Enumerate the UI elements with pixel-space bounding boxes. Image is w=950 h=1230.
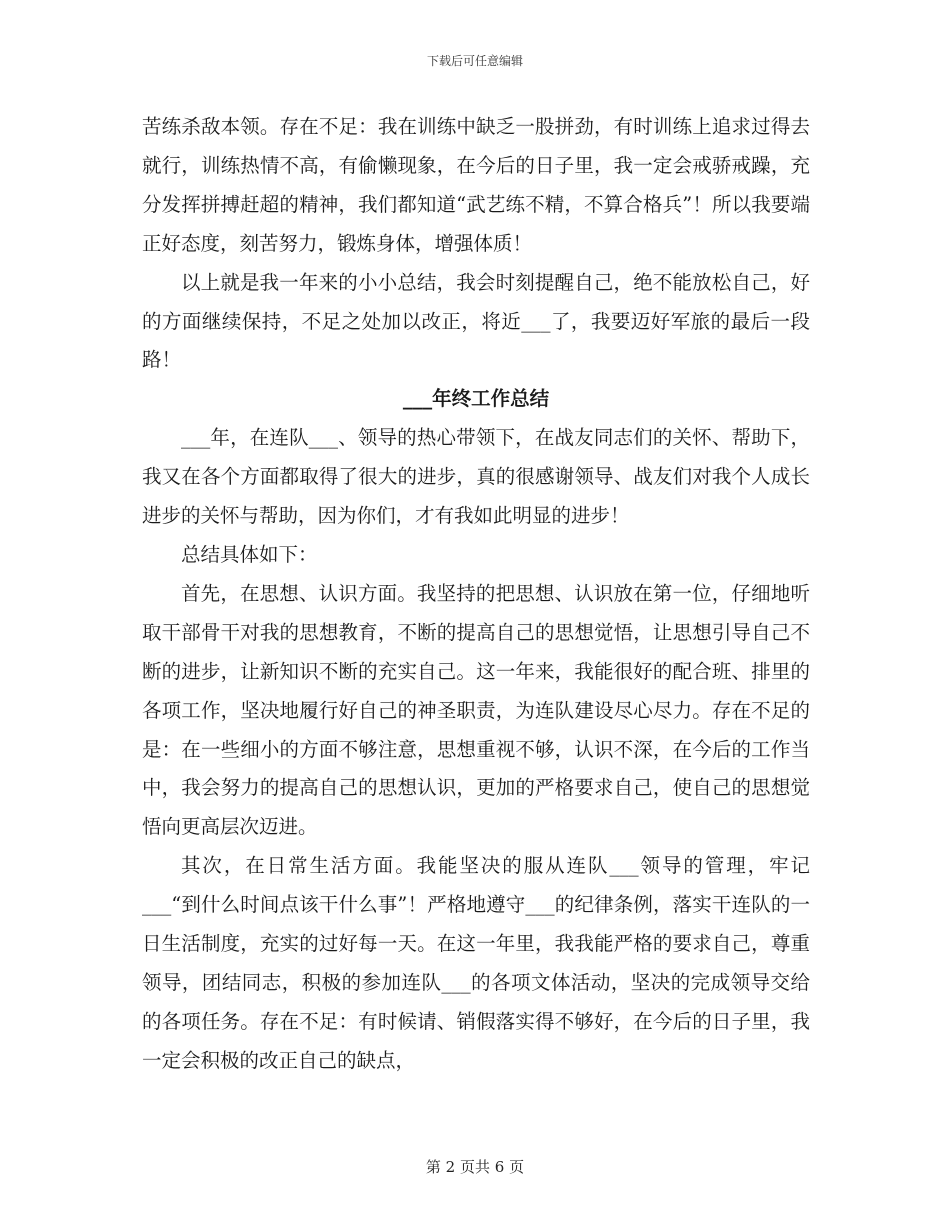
page-number: 第 2 页共 6 页 xyxy=(425,1158,525,1176)
paragraph-intro: ___年，在连队___、领导的热心带领下，在战友同志们的关怀、帮助下，我又在各个方面都取得了很大的进步，真的很感谢领导、战友们对我个人成长进步的关怀与帮助，因为你们，才有我如此明显的进步！ xyxy=(142,426,810,528)
page-header: 下载后可任意编辑 xyxy=(426,54,523,68)
paragraph-thought: 首先，在思想、认识方面。我坚持的把思想、认识放在第一位，仔细地听取干部骨干对我的思想教育，不断的提高自己的思想觉悟，让思想引导自己不断的进步，让新知识不断的充实自己。这一年来，我能很好的配合班、排里的各项工作，坚决地履行好自己的神圣职责，为连队建设尽心尽力。存在不足的是：在一些细小的方面不够注意，思想重视不够，认识不深，在今后的工作当中，我会努力的提高自己的思想认识，更加的严格要求自己，使自己的思想觉悟向更高层次迈进。 xyxy=(142,581,810,839)
section-title: ___年终工作总结 xyxy=(402,387,550,411)
paragraph-conclusion: 以上就是我一年来的小小总结，我会时刻提醒自己，绝不能放松自己，好的方面继续保持，不足之处加以改正，将近___了，我要迈好军旅的最后一段路！ xyxy=(142,270,810,372)
paragraph-daily-life: 其次，在日常生活方面。我能坚决的服从连队___领导的管理，牢记___“到什么时间点该干什么事”！严格地遵守___的纪律条例，落实干连队的一日生活制度，充实的过好每一天。在这一年里，我我能严格的要求自己，尊重领导，团结同志，积极的参加连队___的各项文体活动，坚决的完成领导交给的各项任务。存在不足：有时候请、销假落实得不够好，在今后的日子里，我一定会积极的改正自己的缺点， xyxy=(142,854,810,1072)
paragraph-summary-lead: 总结具体如下： xyxy=(181,542,318,566)
paragraph-continued: 苦练杀敌本领。存在不足：我在训练中缺乏一股拼劲，有时训练上追求过得去就行，训练热情不高，有偷懒现象，在今后的日子里，我一定会戒骄戒躁，充分发挥拼搏赶超的精神，我们都知道“武艺练不精，不算合格兵”！所以我要端正好态度，刻苦努力，锻炼身体，增强体质！ xyxy=(142,115,810,255)
document-body xyxy=(142,108,810,1081)
